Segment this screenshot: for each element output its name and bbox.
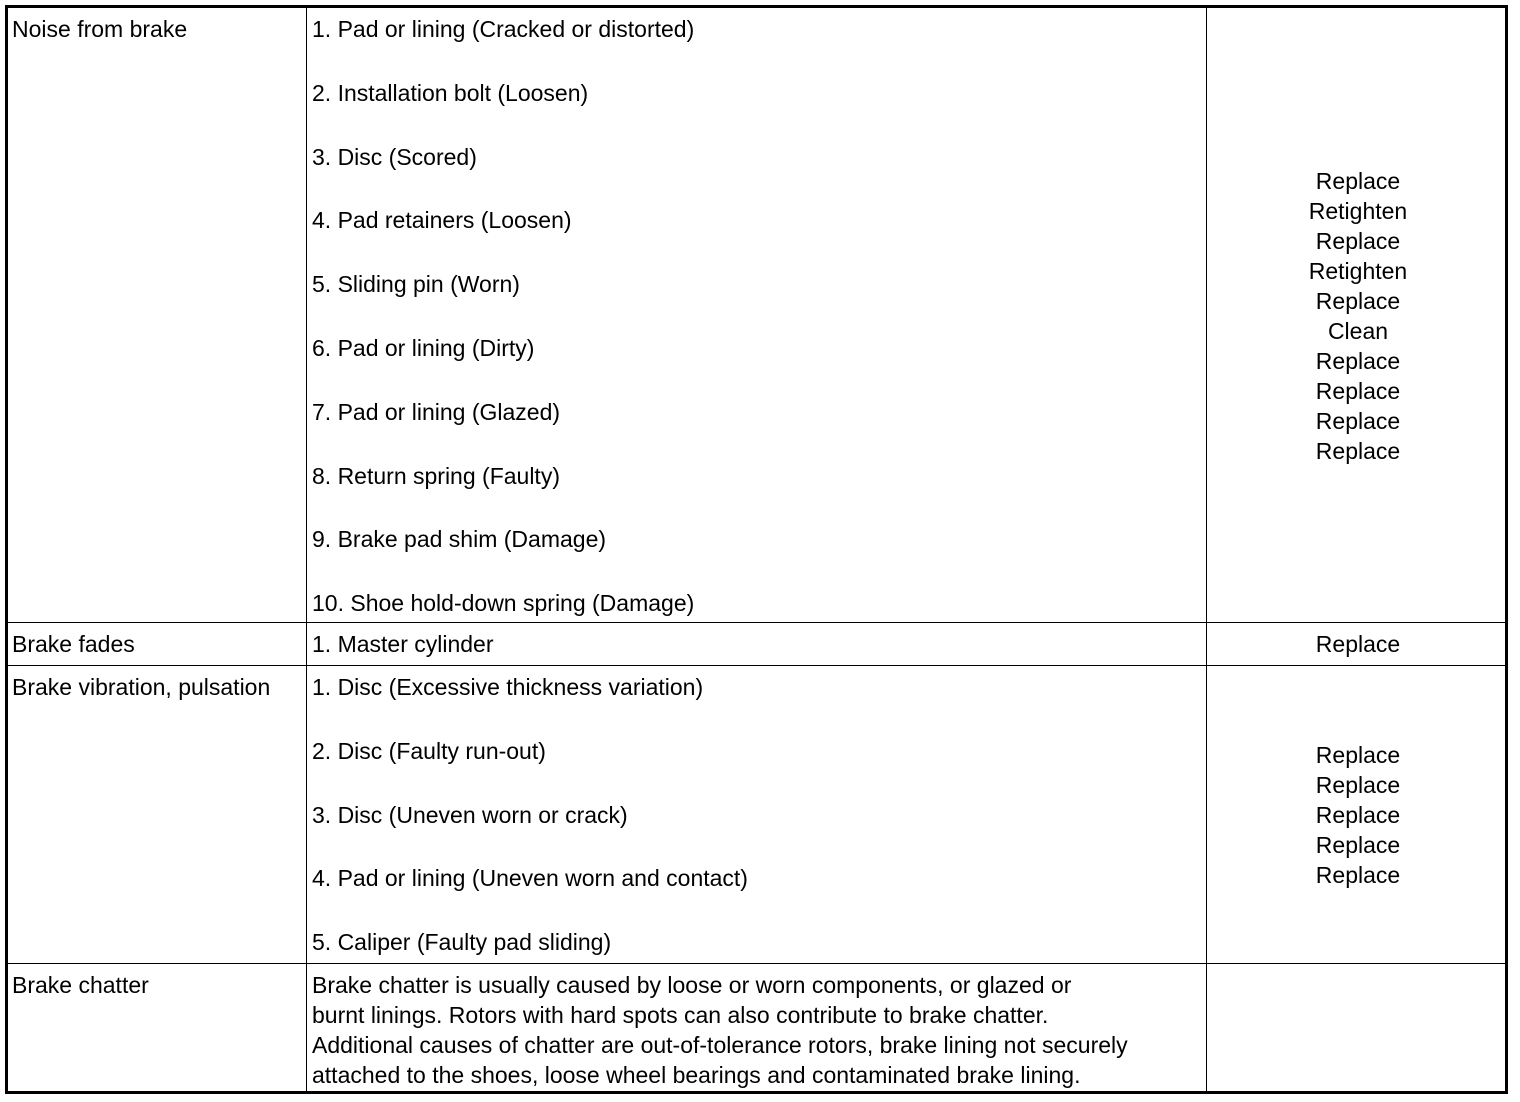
remedy-item: Clean	[1327, 318, 1389, 344]
remedy-item: Replace	[1315, 408, 1401, 434]
symptom-cell: Noise from brake	[12, 16, 188, 42]
remedy-item: Replace	[1315, 802, 1401, 828]
remedy-item: Replace	[1315, 168, 1401, 194]
remedy-item: Replace	[1315, 862, 1401, 888]
remedy-item: Replace	[1315, 832, 1401, 858]
remedy-item: Replace	[1315, 631, 1401, 657]
remedy-list	[1208, 166, 1508, 466]
cause-item: 5. Caliper (Faulty pad sliding)	[312, 929, 612, 956]
table-row-chatter	[8, 964, 1505, 1091]
table-row-fades	[8, 623, 1505, 666]
cause-item: 7. Pad or lining (Glazed)	[312, 398, 561, 425]
cause-item: 4. Pad or lining (Uneven worn and contact)	[312, 865, 748, 892]
description-line: burnt linings. Rotors with hard spots can also contribute to brake chatter.	[312, 1002, 1049, 1028]
column-divider	[1206, 8, 1207, 622]
description-line: Brake chatter is usually caused by loose or worn components, or glazed or	[312, 972, 1072, 998]
column-divider	[306, 623, 307, 665]
cause-item: 6. Pad or lining (Dirty)	[312, 334, 535, 361]
remedy-item: Retighten	[1308, 198, 1408, 224]
cause-item: 1. Pad or lining (Cracked or distorted)	[312, 16, 695, 42]
column-divider	[1206, 623, 1207, 665]
cause-item: 10. Shoe hold-down spring (Damage)	[312, 590, 695, 617]
column-divider	[306, 666, 307, 963]
remedy-item: Replace	[1315, 228, 1401, 254]
symptom-cell: Brake chatter	[12, 972, 149, 998]
column-divider	[1206, 964, 1207, 1091]
table-row-vibration	[8, 666, 1505, 964]
remedy-item: Replace	[1315, 438, 1401, 464]
remedy-list	[1208, 629, 1508, 659]
remedy-item: Replace	[1315, 288, 1401, 314]
cause-item: 8. Return spring (Faulty)	[312, 462, 560, 489]
description-line: Additional causes of chatter are out-of-tolerance rotors, brake lining not securely	[312, 1032, 1128, 1058]
table-row-noise	[8, 8, 1505, 623]
remedy-list	[1208, 740, 1508, 890]
troubleshooting-table	[5, 5, 1508, 1094]
column-divider	[1206, 666, 1207, 963]
cause-item: 3. Disc (Scored)	[312, 143, 477, 170]
cause-item: 2. Disc (Faulty run-out)	[312, 737, 546, 764]
symptom-cell: Brake vibration, pulsation	[12, 674, 271, 700]
remedy-item: Replace	[1315, 742, 1401, 768]
cause-list	[312, 14, 694, 652]
cause-item: 4. Pad retainers (Loosen)	[312, 207, 572, 234]
symptom-cell: Brake fades	[12, 631, 135, 657]
cause-item: 1. Disc (Excessive thickness variation)	[312, 674, 704, 700]
column-divider	[306, 964, 307, 1091]
remedy-item: Replace	[1315, 772, 1401, 798]
column-divider	[306, 8, 307, 622]
cause-item: 5. Sliding pin (Worn)	[312, 271, 520, 298]
cause-item: 3. Disc (Uneven worn or crack)	[312, 801, 628, 828]
description-cell	[312, 970, 1202, 1090]
cause-item: 1. Master cylinder	[312, 631, 494, 657]
remedy-item: Replace	[1315, 348, 1401, 374]
cause-list	[312, 672, 748, 991]
remedy-item: Retighten	[1308, 258, 1408, 284]
cause-item: 2. Installation bolt (Loosen)	[312, 79, 589, 106]
remedy-item: Replace	[1315, 378, 1401, 404]
description-line: attached to the shoes, loose wheel bearings and contaminated brake lining.	[312, 1062, 1081, 1088]
cause-item: 9. Brake pad shim (Damage)	[312, 526, 607, 553]
